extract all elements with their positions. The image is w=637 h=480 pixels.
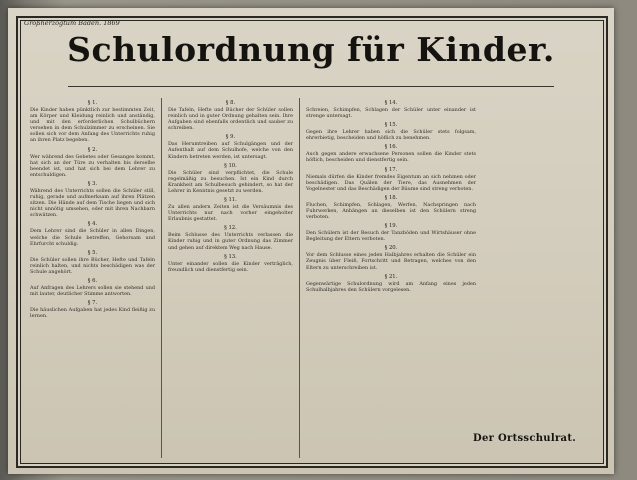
paragraph-text: Zu allen andern Zeiten ist die Versäumnis des Unterrichts nur nach vorher eingeholter Erlaubnis gestattet.: [168, 204, 293, 223]
paragraph: [30, 181, 155, 218]
paragraph-number: § 9.: [225, 134, 236, 141]
paragraph: [306, 245, 476, 270]
paragraph-text: Die Schüler sind verpflichtet, die Schule regelmäßig zu besuchen. Ist ein Kind durch Krankheit am Schulbesuch gehindert, so hat der Lehrer in Kenntnis gesetzt zu werden.: [168, 169, 293, 194]
paragraph-number: § 19.: [384, 223, 398, 230]
paragraph-text: Die Kinder haben pünktlich zur bestimmten Zeit, am Körper und Kleidung reinlich und anständig, und mit den erforderlichen Schulbüchern versehen in dem Schulzimmer zu erscheinen. Sie sollen sich vor dem Anfang des Unterrichts ruhig an ihren Platz begeben.: [30, 107, 155, 144]
paragraph-text: Auch gegen andere erwachsene Personen sollen die Kinder stets höflich, bescheiden und dienstfertig sein.: [306, 151, 476, 164]
paragraph-text: Vor dem Schlusse eines jeden Halbjahres erhalten die Schüler ein Zeugnis über Fleiß, Fortschritt und Betragen, welches von den Eltern zu unterschreiben ist.: [306, 252, 476, 271]
paragraph: [306, 274, 476, 293]
paragraph-number: § 2.: [87, 146, 98, 153]
title-rule: [68, 86, 554, 87]
paragraph: [168, 254, 293, 273]
paragraph-number: § 10.: [224, 162, 237, 169]
paragraph-number: § 21.: [384, 273, 398, 280]
paragraph: [306, 100, 476, 119]
signature: Der Ortsschulrat.: [473, 433, 577, 444]
paragraph-text: Wer während des Gebetes oder Gesanges kommt, hat sich an der Türe zu verhalten bis derselbe beendet ist, und hat sich bei dem Lehrer zu entschuldigen.: [30, 153, 155, 178]
paragraph-text: Beim Schlusse des Unterrichts verlassen die Kinder ruhig und in guter Ordnung das Zimmer und gehen auf direktem Weg nach Hause.: [168, 232, 293, 251]
paragraph: [168, 163, 293, 194]
paragraph-number: § 6.: [87, 277, 98, 284]
paragraph-number: § 4.: [87, 221, 98, 228]
paragraph-number: § 7.: [87, 300, 98, 307]
paragraph: [30, 278, 155, 297]
paragraph-text: Die Schüler sollen ihre Bücher, Hefte und Tafeln reinlich halten, und nichts beschädigen was der Schule angehört.: [30, 256, 155, 275]
paragraph: [168, 134, 293, 159]
paragraph: [30, 147, 155, 178]
paragraph-number: § 13.: [224, 253, 237, 260]
paragraph-text: Während des Unterrichts sollen die Schüler still, ruhig, gerade und aufmerksam auf ihren Plätzen sitzen. Die Hände auf dem Tische liegen und sich nicht unnötig umsehen, oder mit ihren Nachbarn schwätzen.: [30, 187, 155, 219]
column-2: [168, 98, 293, 460]
paragraph-text: Gegenwärtige Schulordnung wird am Anfang eines jeden Schulhalbjahres den Schülern vorgelesen.: [306, 280, 476, 293]
paragraph: [168, 100, 293, 131]
paragraph: [306, 144, 476, 163]
paragraph-number: § 16.: [384, 144, 398, 151]
paragraph-text: Das Herumtreiben auf Schulgängen und der Aufenthalt auf dem Schulhofe, welche von den Kindern betreten werden, ist untersagt.: [168, 141, 293, 160]
paragraph: [168, 225, 293, 250]
paragraph-number: § 18.: [384, 194, 398, 201]
paragraph: [30, 100, 155, 144]
paragraph: [306, 195, 476, 220]
paragraph-text: Auf Anfragen des Lehrers sollen sie stehend und mit lauter, deutlicher Stimme antworten.: [30, 284, 155, 298]
paragraph-number: § 11.: [224, 197, 237, 204]
paragraph: [306, 122, 476, 141]
paragraph: [30, 300, 155, 319]
column-3: [306, 98, 476, 460]
paragraph-number: § 20.: [384, 245, 398, 252]
paragraph: [30, 221, 155, 246]
header-note: Großherzogtum Baden. 1869: [24, 19, 120, 27]
newspaper-sheet: [8, 8, 614, 474]
column-divider: [299, 98, 300, 458]
paragraph-text: Niemals dürfen die Kinder fremdes Eigentum an sich nehmen oder beschädigen. Das Quälen der Tiere, das Ausnehmen der Vogelnester und das Beschädigen der Bäume sind streng verboten.: [306, 173, 476, 192]
column-divider: [161, 98, 162, 458]
paragraph: [30, 250, 155, 275]
paragraph-text: Gegen ihre Lehrer haben sich die Schüler stets folgsam, ehrerbietig, bescheiden und höflich zu benehmen.: [306, 129, 476, 142]
paragraph-text: Die Tafeln, Hefte und Bücher der Schüler sollen reinlich und in guter Ordnung gehalten sein. Ihre Aufgaben sind ebenfalls ordentlich und sauber zu schreiben.: [168, 107, 293, 132]
paragraph-number: § 17.: [384, 166, 398, 173]
paragraph-number: § 15.: [384, 122, 398, 129]
paragraph-text: Den Schülern ist der Besuch der Tanzböden und Wirtshäuser ohne Begleitung der Eltern verboten.: [306, 230, 476, 243]
paragraph-number: § 5.: [87, 249, 98, 256]
paragraph-text: Dem Lehrer sind die Schüler in allen Dingen, welche die Schule betreffen, Gehorsam und Ehrfurcht schuldig.: [30, 228, 155, 247]
paragraph: [168, 197, 293, 222]
page-title: Schulordnung für Kinder.: [67, 30, 555, 69]
paragraph-text: Fluchen, Schimpfen, Schlagen, Werfen, Nachspringen nach Fuhrwerken, Anhängen an dieselben ist den Schülern streng verboten.: [306, 201, 476, 221]
paragraph-number: § 14.: [384, 100, 398, 106]
paragraph-number: § 8.: [225, 100, 236, 106]
paragraph-text: Schreien, Schimpfen, Schlagen der Schüler unter einander ist strenge untersagt.: [306, 107, 476, 120]
paragraph: [306, 167, 476, 192]
paragraph-text: Die häuslichen Aufgaben hat jedes Kind fleißig zu lernen.: [30, 307, 155, 320]
paragraph-number: § 12.: [224, 225, 237, 232]
paragraph-number: § 1.: [87, 100, 98, 106]
column-1: [30, 98, 155, 460]
paragraph: [306, 223, 476, 242]
paragraph-text: Unter einander sollen die Kinder verträglich, freundlich und dienstfertig sein.: [168, 260, 293, 273]
paragraph-number: § 3.: [87, 180, 98, 187]
